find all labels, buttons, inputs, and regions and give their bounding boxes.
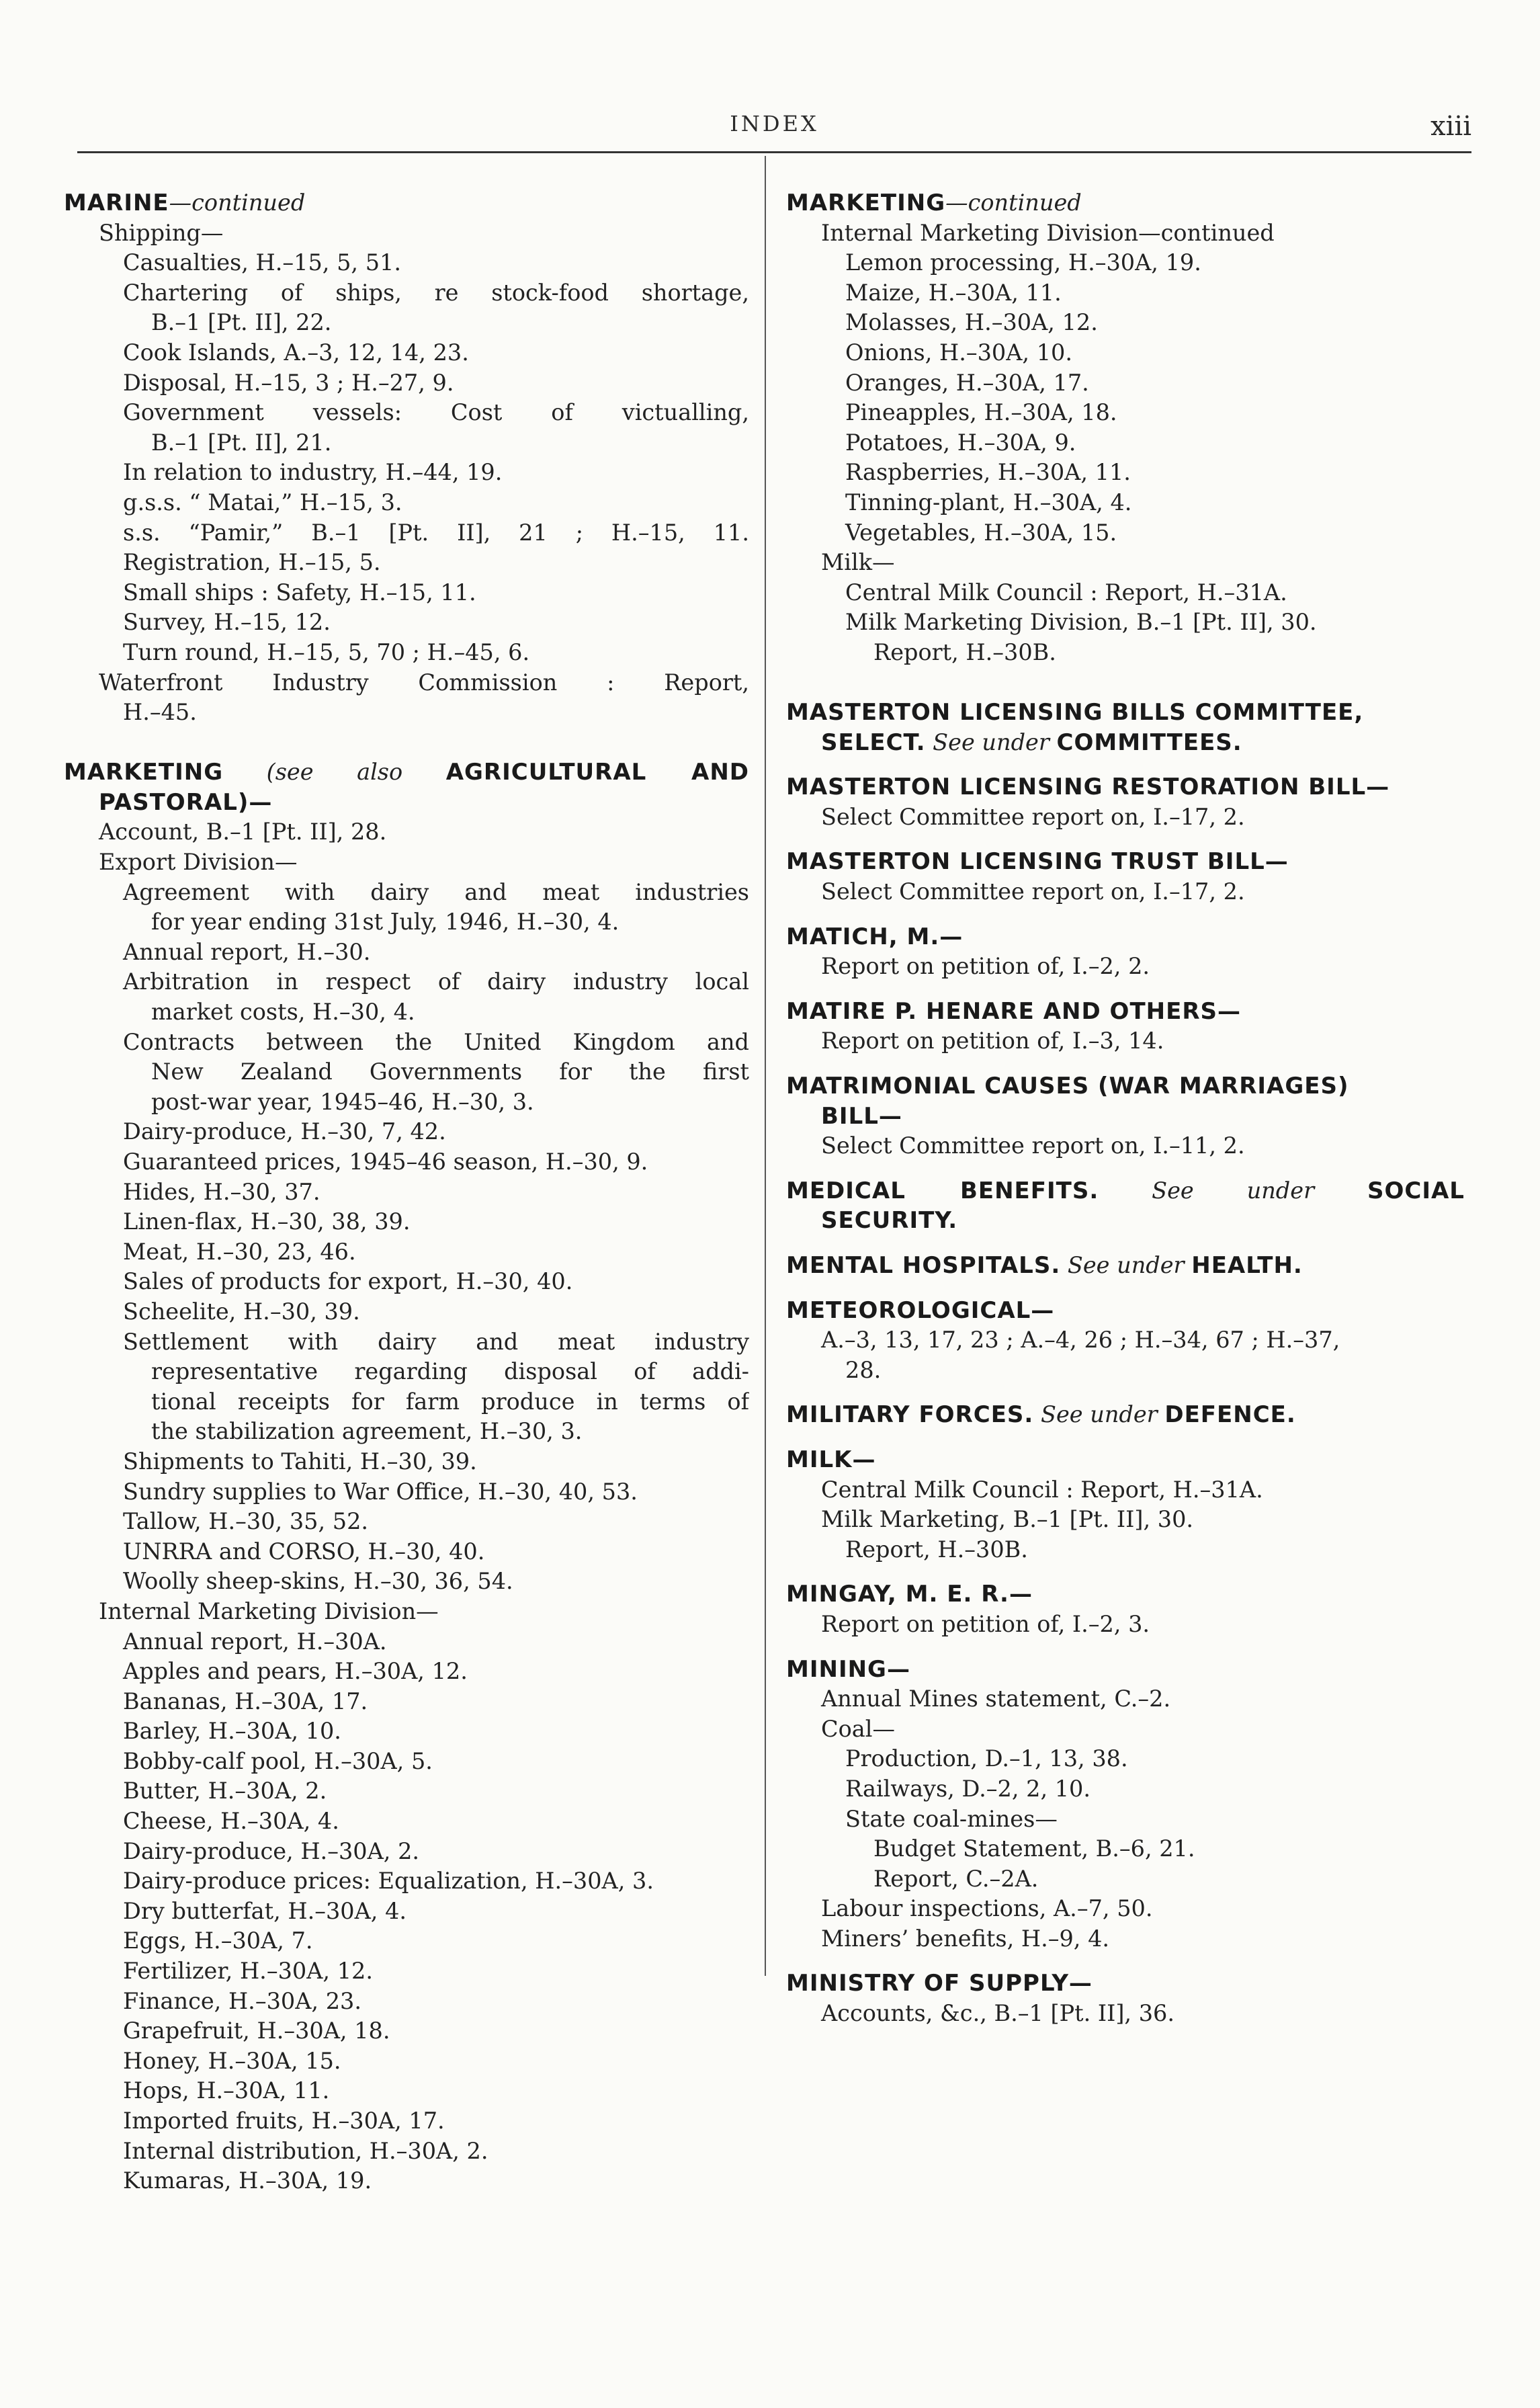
index-entry: Budget Statement, B.–6, 21. xyxy=(873,1835,1195,1862)
left-column xyxy=(64,188,749,2196)
index-entry: Central Milk Council : Report, H.–31A. xyxy=(845,579,1287,606)
index-entry: Fertilizer, H.–30A, 12. xyxy=(123,1958,373,1985)
index-entry: Select Committee report on, I.–11, 2. xyxy=(821,1132,1245,1159)
index-entry: Dairy-produce, H.–30, 7, 42. xyxy=(123,1118,446,1145)
index-entry: Production, D.–1, 13, 38. xyxy=(845,1745,1128,1772)
index-entry: Shipments to Tahiti, H.–30, 39. xyxy=(123,1448,477,1475)
index-entry: Annual Mines statement, C.–2. xyxy=(821,1686,1171,1712)
index-entry: Woolly sheep-skins, H.–30, 36, 54. xyxy=(123,1568,513,1595)
index-entry: for year ending 31st July, 1946, H.–30, 4. xyxy=(151,909,619,936)
index-heading-mental: MENTAL HOSPITALS. See under HEALTH. xyxy=(786,1252,1303,1279)
index-entry: B.–1 [Pt. II], 21. xyxy=(151,429,332,456)
index-entry: Eggs, H.–30A, 7. xyxy=(123,1927,313,1954)
index-entry: Butter, H.–30A, 2. xyxy=(123,1778,327,1804)
index-entry: 28. xyxy=(845,1356,882,1383)
index-entry: Apples and pears, H.–30A, 12. xyxy=(123,1658,468,1685)
index-heading-masterton-trust: MASTERTON LICENSING TRUST BILL— xyxy=(786,848,1289,876)
index-entry: market costs, H.–30, 4. xyxy=(151,999,415,1026)
index-entry: Dairy-produce, H.–30A, 2. xyxy=(123,1837,420,1864)
index-heading-marine: MARINE—continued xyxy=(64,190,306,216)
index-entry: Cheese, H.–30A, 4. xyxy=(123,1808,339,1835)
index-entry: Accounts, &c., B.–1 [Pt. II], 36. xyxy=(821,2000,1174,2027)
page-header xyxy=(77,111,1471,151)
index-entry: Guaranteed prices, 1945–46 season, H.–30, 9. xyxy=(123,1149,648,1175)
index-entry: In relation to industry, H.–44, 19. xyxy=(123,459,503,486)
index-entry: Tinning-plant, H.–30A, 4. xyxy=(845,489,1132,515)
index-entry: Milk Marketing Division, B.–1 [Pt. II], 30. xyxy=(845,609,1317,636)
index-heading-masterton-restoration: MASTERTON LICENSING RESTORATION BILL— xyxy=(786,774,1390,801)
index-entry: B.–1 [Pt. II], 22. xyxy=(151,309,332,336)
index-entry: Molasses, H.–30A, 12. xyxy=(845,309,1098,336)
index-entry: Finance, H.–30A, 23. xyxy=(123,1987,361,2014)
index-heading-matire: MATIRE P. HENARE AND OTHERS— xyxy=(786,997,1241,1025)
index-entry: Onions, H.–30A, 10. xyxy=(845,339,1072,366)
index-heading-mingay: MINGAY, M. E. R.— xyxy=(786,1581,1033,1608)
header-rule xyxy=(77,151,1471,153)
index-entry: Report, C.–2A. xyxy=(873,1865,1039,1892)
index-entry: Honey, H.–30A, 15. xyxy=(123,2047,341,2074)
index-entry: Internal distribution, H.–30A, 2. xyxy=(123,2137,488,2164)
index-entry: Survey, H.–15, 12. xyxy=(123,609,331,636)
index-heading-matich: MATICH, M.— xyxy=(786,923,964,950)
index-entry: New Zealand Governments for the first xyxy=(151,1058,749,1085)
index-entry: g.s.s. “ Matai,” H.–15, 3. xyxy=(123,489,402,515)
index-entry: Pineapples, H.–30A, 18. xyxy=(845,399,1117,426)
index-entry: Arbitration in respect of dairy industry local xyxy=(123,968,749,995)
index-entry: UNRRA and CORSO, H.–30, 40. xyxy=(123,1538,485,1565)
index-entry: Select Committee report on, I.–17, 2. xyxy=(821,878,1245,905)
index-entry: Railways, D.–2, 2, 10. xyxy=(845,1775,1091,1802)
index-entry: Sales of products for export, H.–30, 40. xyxy=(123,1268,573,1295)
index-entry: Disposal, H.–15, 3 ; H.–27, 9. xyxy=(123,369,454,396)
index-entry: Waterfront Industry Commission : Report, xyxy=(99,669,749,696)
index-heading-military: MILITARY FORCES. See under DEFENCE. xyxy=(786,1401,1296,1429)
index-entry: Imported fruits, H.–30A, 17. xyxy=(123,2108,445,2134)
subheading-internal-marketing: Internal Marketing Division— xyxy=(99,1597,439,1624)
subheading-coal: Coal— xyxy=(821,1715,895,1742)
index-entry: Labour inspections, A.–7, 50. xyxy=(821,1895,1153,1922)
index-entry: Linen-flax, H.–30, 38, 39. xyxy=(123,1208,411,1235)
index-entry: the stabilization agreement, H.–30, 3. xyxy=(151,1418,583,1445)
index-entry: Vegetables, H.–30A, 15. xyxy=(845,519,1117,546)
index-entry: Scheelite, H.–30, 39. xyxy=(123,1298,360,1325)
index-entry: Meat, H.–30, 23, 46. xyxy=(123,1238,356,1265)
index-heading-matrimonial: MATRIMONIAL CAUSES (WAR MARRIAGES) xyxy=(786,1073,1349,1100)
index-entry: Select Committee report on, I.–17, 2. xyxy=(821,803,1245,830)
index-entry: Raspberries, H.–30A, 11. xyxy=(845,459,1131,486)
index-entry: Oranges, H.–30A, 17. xyxy=(845,369,1089,396)
index-heading-masterton-committee: MASTERTON LICENSING BILLS COMMITTEE, xyxy=(786,699,1364,726)
index-entry: Sundry supplies to War Office, H.–30, 40, 53. xyxy=(123,1478,638,1505)
index-entry: s.s. “Pamir,” B.–1 [Pt. II], 21 ; H.–15, 11. xyxy=(123,519,749,546)
index-entry: Dry butterfat, H.–30A, 4. xyxy=(123,1897,407,1924)
index-entry: Government vessels: Cost of victualling, xyxy=(123,399,749,426)
index-entry: Hops, H.–30A, 11. xyxy=(123,2077,330,2104)
index-entry: Annual report, H.–30. xyxy=(123,938,371,965)
index-entry: Cook Islands, A.–3, 12, 14, 23. xyxy=(123,339,469,366)
subheading-milk: Milk— xyxy=(821,549,895,576)
index-entry: Annual report, H.–30A. xyxy=(123,1628,387,1655)
index-entry: Hides, H.–30, 37. xyxy=(123,1178,320,1205)
index-entry: Small ships : Safety, H.–15, 11. xyxy=(123,579,476,606)
index-entry: Agreement with dairy and meat industries xyxy=(123,878,749,905)
index-entry: Report on petition of, I.–3, 14. xyxy=(821,1028,1164,1054)
index-entry: Potatoes, H.–30A, 9. xyxy=(845,429,1076,456)
index-entry: Account, B.–1 [Pt. II], 28. xyxy=(99,819,387,845)
index-entry: Settlement with dairy and meat industry xyxy=(123,1328,749,1355)
index-heading-marketing-continued: MARKETING—continued xyxy=(786,190,1082,216)
index-entry: Report, H.–30B. xyxy=(873,638,1056,665)
right-column: MARKETING—continued Internal Marketing Division—continued Lemon processing, H.–30A, 19. Maize, H.–30A, 11. Molasses, H.–30A, 12. Onions, H.–30A, 10. Oranges, H.–30A, 17. Pineapples, H.–30A, 18. Potatoes, H.–30A, 9. Raspberries, H.–30A, 11. Tinning-plant, H.–30A, 4. Vegetables, H.–30A, 15. Milk— Central Milk Council : Report, H.–31A. Milk Marketing Division, B.–1 [Pt. II], 30. Report, H.–30B. MASTERTON LICENSING BILLS COMMITTEE, SELECT. See under COMMITTEES. MASTERTON LICENSING RESTORATION BILL— Select Committee report on, I.–17, 2. MASTERTON LICENSING TRUST BILL— Select Committee report on, I.–17, 2. MATICH, M.— Report on petition of, I.–2, 2. MATIRE P. HENARE AND OTHERS— Report on petition of, I.–3, 14. MATRIMONIAL CAUSES (WAR MARRIAGES) BILL— Select Committee report on, I.–11, 2. MEDICAL BENEFITS. See under SOCIAL SECURITY. MENTAL HOSPITALS. See under HEALTH. METEOROLOGICAL— A.–3, 13, 17, 23 ; A.–4, 26 ; H.–34, 67 ; H.–37, 28. MILITARY FORCES. See under DEFENCE. MILK— Central Milk Council : Report, H.–31A. Milk Marketing, B.–1 [Pt. II], 30. Report, H.–30B. MINGAY, M. E. R.— Report on petition of, I.–2, 3. MINING— Annual Mines statement, C.–2. Coal— Production, D.–1, 13, 38. Railways, D.–2, 2, 10. State coal-mines— Budget Statement, B.–6, 21. Report, C.–2A. Labour inspections, A.–7, 50. Miners’ benefits, H.–9, 4. MINISTRY OF SUPPLY— Accounts, &c., B.–1 [Pt. II], 36. xyxy=(786,188,1465,2029)
subheading-internal-marketing-continued: Internal Marketing Division—continued xyxy=(821,219,1275,246)
page-number: xiii xyxy=(1430,111,1471,142)
index-heading-ministry-of-supply: MINISTRY OF SUPPLY— xyxy=(786,1970,1093,1997)
index-entry: A.–3, 13, 17, 23 ; A.–4, 26 ; H.–34, 67 ; H.–37, xyxy=(821,1327,1340,1354)
index-entry: Contracts between the United Kingdom and xyxy=(123,1028,749,1055)
index-entry: tional receipts for farm produce in terms of xyxy=(151,1388,749,1415)
column-divider xyxy=(765,156,766,1976)
index-entry: Report on petition of, I.–2, 2. xyxy=(821,953,1150,980)
index-heading-continuation: PASTORAL)— xyxy=(99,788,273,816)
index-entry: Bobby-calf pool, H.–30A, 5. xyxy=(123,1747,433,1774)
index-entry: H.–45. xyxy=(123,699,197,726)
index-entry: Milk Marketing, B.–1 [Pt. II], 30. xyxy=(821,1506,1194,1533)
index-entry: representative regarding disposal of addi- xyxy=(151,1358,749,1385)
index-heading-meteorological: METEOROLOGICAL— xyxy=(786,1296,1055,1324)
index-heading-milk: MILK— xyxy=(786,1446,876,1473)
index-entry: Report on petition of, I.–2, 3. xyxy=(821,1610,1150,1637)
subheading-shipping: Shipping— xyxy=(99,219,224,246)
index-entry: Kumaras, H.–30A, 19. xyxy=(123,2167,372,2194)
page-title: INDEX xyxy=(730,111,819,136)
index-entry: Barley, H.–30A, 10. xyxy=(123,1718,341,1745)
index-entry: Report, H.–30B. xyxy=(845,1536,1028,1563)
index-heading-medical: MEDICAL BENEFITS. See under SOCIAL xyxy=(786,1177,1465,1204)
index-entry: State coal-mines— xyxy=(845,1805,1058,1832)
index-entry: Registration, H.–15, 5. xyxy=(123,549,381,576)
index-entry: post-war year, 1945–46, H.–30, 3. xyxy=(151,1088,534,1115)
index-heading-marketing: MARKETING (see also AGRICULTURAL AND xyxy=(64,759,749,786)
index-entry: Grapefruit, H.–30A, 18. xyxy=(123,2018,390,2044)
index-entry: Casualties, H.–15, 5, 51. xyxy=(123,249,401,276)
index-entry: Chartering of ships, re stock-food shortage, xyxy=(123,279,749,306)
index-entry: Bananas, H.–30A, 17. xyxy=(123,1688,368,1714)
index-entry: Tallow, H.–30, 35, 52. xyxy=(123,1508,369,1535)
index-entry: Miners’ benefits, H.–9, 4. xyxy=(821,1925,1110,1952)
index-heading-mining: MINING— xyxy=(786,1655,910,1683)
index-entry: Lemon processing, H.–30A, 19. xyxy=(845,249,1201,276)
index-entry: Central Milk Council : Report, H.–31A. xyxy=(821,1476,1263,1503)
subheading-export-division: Export Division— xyxy=(99,849,298,876)
index-entry: Turn round, H.–15, 5, 70 ; H.–45, 6. xyxy=(123,638,530,665)
index-entry: Dairy-produce prices: Equalization, H.–30A, 3. xyxy=(123,1868,654,1895)
index-entry: Maize, H.–30A, 11. xyxy=(845,279,1062,306)
